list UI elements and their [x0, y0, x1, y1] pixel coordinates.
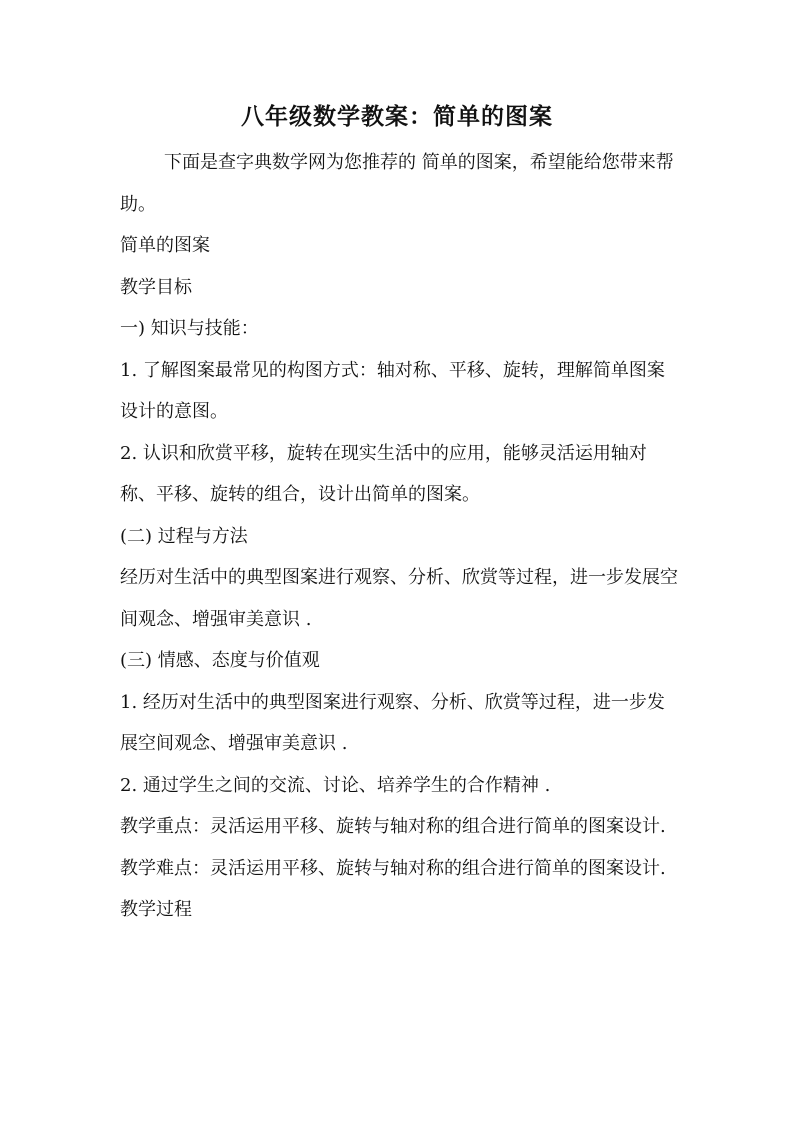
- document-title: 八年级数学教案：简单的图案: [241, 103, 553, 130]
- teaching-key-point: 教学重点：灵活运用平移、旋转与轴对称的组合进行简单的图案设计.: [120, 816, 666, 837]
- subheading-knowledge-skills: 一) 知识与技能：: [120, 318, 259, 339]
- objective-item-2: 2. 认识和欣赏平移，旋转在现实生活中的应用，能够灵活运用轴对称、平移、旋转的组合，设计出简单的图案。: [120, 442, 647, 505]
- emotion-item-1: 1. 经历对生活中的典型图案进行观察、分析、欣赏等过程，进一步发展空间观念、增强审美意识 .: [120, 691, 665, 754]
- emotion-item-2: 2. 通过学生之间的交流、讨论、培养学生的合作精神 .: [120, 774, 551, 796]
- objective-item-1: 1. 了解图案最常见的构图方式：轴对称、平移、旋转，理解简单图案设计的意图。: [120, 359, 665, 422]
- teaching-difficulty: 教学难点：灵活运用平移、旋转与轴对称的组合进行简单的图案设计.: [120, 857, 666, 879]
- section-heading-objectives: 教学目标: [120, 276, 192, 298]
- section-heading-process: 教学过程: [120, 899, 192, 920]
- document-body: [120, 142, 680, 931]
- intro-paragraph: 下面是查字典数学网为您推荐的 简单的图案，希望能给您带来帮助。: [120, 152, 674, 215]
- process-method-text: 经历对生活中的典型图案进行观察、分析、欣赏等过程，进一步发展空间观念、增强审美意识 .: [120, 567, 678, 630]
- subheading-process-method: (二) 过程与方法: [120, 525, 248, 547]
- subheading-emotion-values: (三) 情感、态度与价值观: [120, 650, 320, 671]
- lesson-name: 简单的图案: [120, 235, 210, 256]
